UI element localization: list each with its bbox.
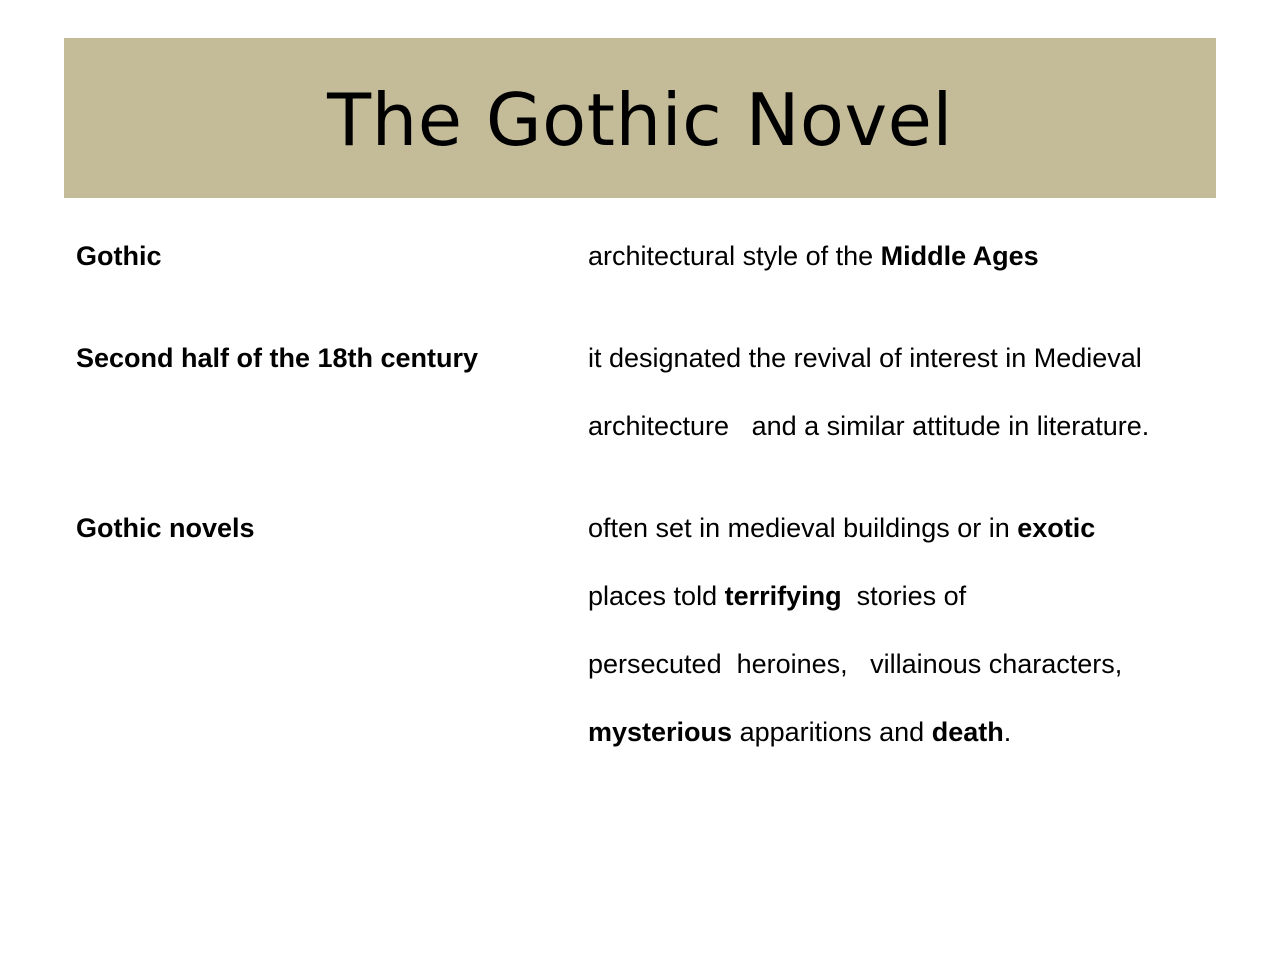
- definition-emphasis: mysterious: [588, 717, 733, 747]
- definition-line: [588, 583, 966, 610]
- definition-text: persecuted heroines, villainous characters,: [588, 649, 1123, 679]
- title-banner: [64, 38, 1216, 198]
- definition-line: [588, 345, 1142, 372]
- definition-text: stories of: [841, 581, 967, 611]
- definition-line: [588, 651, 1122, 678]
- definition-text: architectural style of the: [588, 241, 881, 271]
- definition-emphasis: terrifying: [724, 581, 842, 611]
- term-gothic-novels: Gothic novels: [76, 513, 255, 543]
- definition-line: [588, 515, 1095, 542]
- definition-text: .: [1003, 717, 1012, 747]
- definition-line: [588, 413, 1149, 440]
- term-second-half-18th-century: Second half of the 18th century: [76, 343, 479, 373]
- definition-text: often set in medieval buildings or in: [588, 513, 1018, 543]
- slide-title: The Gothic Novel: [327, 78, 953, 162]
- definition-emphasis: Middle Ages: [880, 241, 1039, 271]
- definition-line: [588, 243, 1039, 270]
- definition-emphasis: exotic: [1017, 513, 1096, 543]
- definition-text: places told: [588, 581, 725, 611]
- definition-text: architecture and a similar attitude in literature.: [588, 411, 1150, 441]
- definition-emphasis: death: [931, 717, 1004, 747]
- definition-line: [588, 719, 1011, 746]
- term-gothic: Gothic: [76, 241, 162, 271]
- definition-text: apparitions and: [732, 717, 932, 747]
- definition-text: it designated the revival of interest in Medieval: [588, 343, 1142, 373]
